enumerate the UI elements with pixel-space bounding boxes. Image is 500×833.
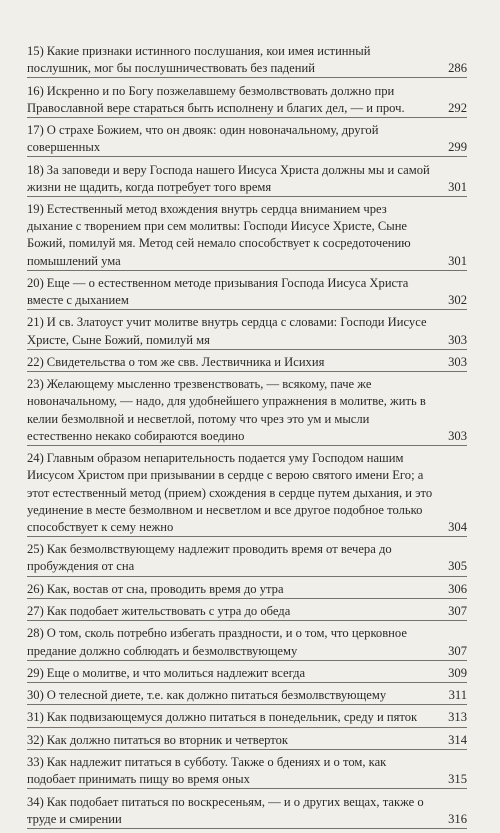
toc-entry-title: Главным образом непарительность подается уму Господом нашим Иисусом Христом при призывании в сердце с верою святого имени Его; а этот естественный метод (прием) схождения в сердце путем дыхания, и это уединение в месте безмолвном и несветлом и все другое подобное только способствует к сему нежно [27,451,433,534]
toc-entry-title: О том, сколь потребно избегать праздности, и о том, что церковное предание должно соблюдать и безмолвствующему [27,626,407,658]
toc-entry [27,625,467,660]
toc-entry-number: 18) [27,162,44,177]
toc-entry-page-number: 301 [448,253,467,268]
toc-entry-page-number: 315 [448,772,467,787]
toc-entry-number: 30) [27,688,44,703]
toc-entry-title: Какие признаки истинного послушания, кои имея истинный послушник, мог бы послушничествовать без падений [27,44,371,76]
toc-entry-title: Желающему мысленно трезвенствовать, — всякому, паче же новоначальному, — надо, для удобнейшего упражнения в молитве, жить в келии безмолвной и несветлой, потому что чрез это ум и мысли естественно некако собираются воедино [27,377,426,443]
toc-entry-title: Как подобает жительствовать с утра до обеда [46,604,291,619]
toc-entry-page-number: 306 [448,581,467,596]
toc-entry-page-number: 304 [448,519,467,534]
toc-entry-title: Как безмолвствующему надлежит проводить время от вечера до пробуждения от сна [27,542,392,574]
toc-entry [27,314,467,349]
toc-entry-page-number: 292 [448,100,467,115]
toc-entry [27,450,467,537]
toc-entry-page-number: 303 [448,354,467,369]
toc-entry-title: За заповеди и веру Господа нашего Иисуса Христа должны мы и самой жизни не щадить, когда потребует того время [27,162,430,194]
toc-entry-number: 20) [27,275,44,290]
toc-entry-number: 34) [27,794,44,809]
toc-entry [27,541,467,576]
toc-entry-page-number: 305 [448,559,467,574]
toc-entry-title: Еще — о естественном методе призывания Господа Иисуса Христа вместе с дыханием [27,275,409,308]
toc-entry-title: О страхе Божием, что он двояк: один новоначальному, другой совершенных [27,123,379,155]
toc-entry [27,275,467,310]
toc-entry [27,43,467,78]
toc-entry-title: Как подвизающемуся должно питаться в понедельник, среду и пяток [46,710,418,725]
toc-entry-page-number: 314 [448,732,467,747]
toc-entry-number: 27) [27,604,44,619]
toc-entry-page-number: 303 [448,332,467,347]
toc-entry-page-number: 307 [448,643,467,658]
toc-entry [27,687,467,705]
toc-entry-page-number: 302 [448,293,467,308]
toc-entry-title: Как подобает питаться по воскресеньям, — и о других вещах, также о труде и смирении [27,794,424,826]
toc-entry-title: О телесной диете, т.е. как должно питаться безмолвствующему [46,688,387,703]
toc-entry-title: И св. Златоуст учит молитве внутрь сердца с словами: Господи Иисусе Христе, Сыне Божий, помилуй мя [27,315,427,347]
toc-entry-number: 24) [27,451,44,466]
toc-entry-title: Как должно питаться во вторник и четверток [46,732,289,747]
toc-entry [27,603,467,621]
toc-entry [27,709,467,727]
toc-entry-number: 15) [27,44,44,58]
toc-entry-page-number: 301 [448,179,467,194]
toc-entry-number: 26) [27,581,44,596]
toc-entry-title: Как, востав от сна, проводить время до утра [46,581,284,596]
toc-entry [27,201,467,271]
toc-entry-page-number: 316 [448,811,467,826]
toc-entry-number: 19) [27,202,44,216]
toc-entry [27,794,467,829]
toc-entry-number: 28) [27,626,44,641]
toc-entry-page-number: 303 [448,428,467,443]
toc-entry [27,581,467,599]
table-of-contents [27,43,467,833]
toc-entry [27,732,467,750]
toc-entry [27,83,467,118]
toc-entry-number: 33) [27,755,44,769]
toc-entry-number: 31) [27,710,44,725]
toc-entry-title: Еще о молитве, и что молиться надлежит всегда [46,665,306,680]
toc-entry-page-number: 286 [448,61,467,76]
toc-entry-title: Искренно и по Богу позжелавшему безмолвствовать должно при Православной вере стараться быть исполнену и благих дел, — и проч. [27,83,405,115]
toc-entry-number: 32) [27,732,44,747]
toc-entry-number: 29) [27,665,44,680]
toc-entry [27,376,467,446]
toc-entry-page-number: 309 [448,665,467,680]
toc-entry-number: 16) [27,83,44,98]
toc-entry-page-number: 299 [448,140,467,155]
toc-entry [27,665,467,683]
toc-entry [27,162,467,197]
toc-entry-number: 25) [27,542,44,557]
toc-entry [27,122,467,157]
toc-entry-title: Как надлежит питаться в субботу. Также о бдениях и о том, как подобает принимать пищу во время оных [27,755,387,787]
toc-entry-number: 23) [27,377,44,392]
toc-entry-number: 22) [27,354,44,369]
toc-entry-title: Свидетельства о том же свв. Лествичника и Исихия [46,354,325,369]
toc-entry [27,754,467,789]
toc-entry-title: Естественный метод вхождения внутрь сердца вниманием чрез дыхание с творением при сем молитвы: Господи Иисусе Христе, Сыне Божий, помилуй мя. Метод сей немало способствует к сосредоточению помышлений ума [27,202,411,268]
toc-entry [27,354,467,372]
toc-entry-number: 21) [27,315,44,330]
toc-entry-number: 17) [27,123,44,137]
toc-entry-page-number: 307 [448,604,467,619]
toc-entry-page-number: 313 [448,710,467,725]
toc-entry-page-number: 311 [448,688,467,703]
